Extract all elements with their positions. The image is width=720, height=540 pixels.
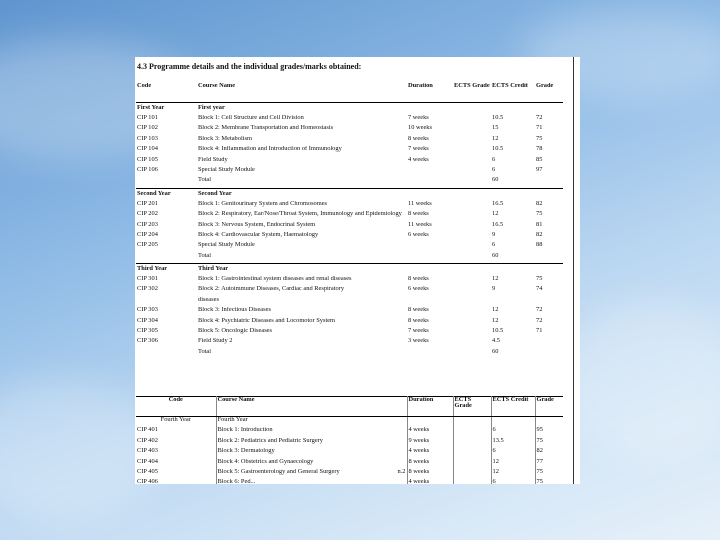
course-grade: 75: [535, 479, 563, 484]
ects-credit: 12: [491, 469, 535, 479]
course-duration: [407, 297, 453, 307]
course-duration: 8 weeks: [408, 135, 429, 142]
empty-cell: [491, 417, 535, 428]
table-row: [136, 328, 563, 338]
table-body: [136, 417, 563, 485]
total-credit: 60: [492, 177, 499, 184]
page-margin-rule: [573, 57, 574, 484]
course-code: CIP 402: [137, 437, 158, 444]
ects-credit: 16.5: [492, 200, 504, 207]
course-name: Block 2: Autoimmune Diseases, Cardiac and Respiratory: [198, 286, 345, 293]
ects-grade: [453, 167, 491, 177]
empty-cell: [535, 177, 563, 188]
course-duration: 7 weeks: [408, 328, 429, 335]
empty-cell: [453, 264, 491, 277]
ects-credit: 16.5: [492, 221, 504, 228]
course-name: [216, 479, 407, 484]
course-name-text: Block 4: Obstetrics and Gynaecology: [217, 458, 314, 465]
ects-credit: 12: [492, 276, 499, 283]
ects-grade: [453, 338, 491, 348]
ects-credit: 6: [491, 448, 535, 458]
table-row: [136, 125, 563, 135]
ects-grade: [453, 146, 491, 156]
ects-credit: 6: [492, 156, 496, 163]
col-header-ects-credit: ECTS Credit: [491, 397, 535, 417]
course-name: Special Study Module: [198, 242, 255, 249]
empty-cell: [453, 417, 491, 428]
course-duration: 8 weeks: [408, 276, 429, 283]
ects-grade: [453, 459, 491, 469]
course-code: CIP 301: [137, 276, 158, 283]
course-name: diseases: [198, 296, 219, 303]
course-code: CIP 304: [137, 317, 158, 324]
ects-grade: [453, 125, 491, 135]
total-row: [136, 177, 563, 188]
ects-credit: 12: [492, 211, 499, 218]
ects-grade: [453, 286, 491, 296]
course-name: Block 4: Cardiovascular System, Haematology: [198, 231, 319, 238]
table-body: [136, 103, 563, 360]
course-name: Block 1: Genitourinary System and Chromosomes: [198, 200, 328, 207]
ects-grade: [453, 115, 491, 125]
empty-cell: [535, 417, 563, 428]
course-grade: 95: [535, 427, 563, 437]
course-name: Block 4: Psychiatric Diseases and Locomotor System: [198, 317, 336, 324]
empty-cell: [407, 177, 453, 188]
course-grade: 75: [536, 276, 543, 283]
course-name: Field Study 2: [198, 338, 233, 345]
table-row: [136, 146, 563, 156]
course-code: CIP 201: [137, 200, 158, 207]
course-grade: 97: [536, 166, 543, 173]
year-course-label: Fourth Year: [216, 417, 407, 428]
empty-cell: [491, 103, 535, 116]
course-duration: 8 weeks: [408, 307, 429, 314]
course-code: CIP 305: [137, 328, 158, 335]
empty-cell: [136, 349, 197, 359]
ects-grade: [453, 448, 491, 458]
ects-credit: 10.5: [492, 115, 504, 121]
empty-cell: [535, 253, 563, 264]
table-row: [136, 242, 563, 252]
course-grade: 75: [536, 135, 543, 142]
table-row: [136, 448, 563, 458]
course-code: CIP 302: [137, 286, 158, 293]
table-row: [136, 201, 563, 211]
table-row: [136, 222, 563, 232]
ects-credit: 10.5: [492, 146, 504, 153]
course-code: CIP 101: [137, 115, 158, 121]
table-row: [136, 157, 563, 167]
ects-grade: [453, 438, 491, 448]
grades-table-years-1-3: [136, 83, 563, 359]
ects-credit: 6: [491, 479, 535, 484]
course-code: CIP 102: [137, 125, 158, 132]
year-label: Third Year: [136, 264, 197, 277]
empty-cell: [491, 188, 535, 201]
section-heading: 4.3 Programme details and the individual grades/marks obtained:: [137, 62, 362, 71]
ects-credit: 12: [491, 459, 535, 469]
course-name: [216, 469, 407, 479]
table-row: [136, 338, 563, 348]
course-name: [216, 427, 407, 437]
total-row: [136, 253, 563, 264]
empty-cell: [491, 264, 535, 277]
course-name: Block 3: Nervous System, Endocrinal System: [198, 221, 316, 228]
table-row: [136, 297, 563, 307]
col-header-duration: Duration: [407, 83, 453, 103]
ects-credit: 6: [492, 242, 496, 249]
course-grade: 72: [536, 317, 543, 324]
course-grade: [535, 297, 563, 307]
col-header-ects-grade: ECTS Grade: [453, 83, 491, 103]
ects-grade: [453, 328, 491, 338]
course-name-text: Block 3: Dermatology: [217, 448, 275, 455]
course-grade: 88: [536, 242, 543, 249]
ects-credit: 6: [491, 427, 535, 437]
course-code: CIP 401: [137, 427, 158, 434]
course-grade: 71: [536, 328, 543, 335]
course-name: Block 3: Infectious Diseases: [198, 307, 271, 314]
ects-credit: 12: [492, 135, 499, 142]
col-header-code: Code: [136, 83, 197, 103]
year-label: First Year: [136, 103, 197, 116]
course-name: Block 1: Gastrointestinal system diseases and renal diseases: [198, 276, 352, 283]
year-header-row: [136, 103, 563, 116]
ects-credit: 4.5: [492, 338, 500, 345]
col-header-ects-credit: ECTS Credit: [491, 83, 535, 103]
course-name-text: Block 1: Introduction: [217, 427, 273, 434]
course-grade: 72: [536, 115, 543, 121]
course-code: CIP 106: [137, 166, 158, 173]
ects-credit: 12: [492, 317, 499, 324]
empty-cell: [535, 188, 563, 201]
course-code: CIP 103: [137, 135, 158, 142]
year-header-row: [136, 417, 563, 428]
course-grade: 85: [536, 156, 543, 163]
empty-cell: [407, 417, 453, 428]
course-duration: 9 weeks: [407, 438, 453, 448]
course-code: CIP 404: [137, 458, 158, 465]
total-row: [136, 349, 563, 359]
ects-grade: [453, 276, 491, 286]
course-code: CIP 403: [137, 448, 158, 455]
ects-grade: [453, 232, 491, 242]
total-label: Total: [198, 177, 212, 184]
course-name: Block 3: Metabolism: [198, 135, 252, 142]
table-row: [136, 115, 563, 125]
ects-credit: 15: [492, 125, 499, 132]
year-label: Second Year: [136, 188, 197, 201]
col-header-duration: Duration: [407, 397, 453, 417]
table-row: [136, 459, 563, 469]
table-row: [136, 286, 563, 296]
col-header-code: Code: [136, 397, 216, 417]
course-grade: [535, 338, 563, 348]
total-credit: 60: [492, 252, 499, 259]
empty-cell: [453, 349, 491, 359]
course-grade: 78: [536, 146, 543, 153]
col-header-course: Course Name: [216, 397, 407, 417]
course-code: CIP 405: [137, 468, 158, 475]
ects-credit: 10.5: [492, 328, 504, 335]
empty-cell: [136, 253, 197, 264]
course-name-text: Block 6: Ped...: [217, 479, 256, 484]
course-name: Block 5: Oncologic Diseases: [198, 328, 273, 335]
course-duration: 4 weeks: [408, 156, 429, 163]
table-row: [136, 211, 563, 221]
course-duration: 3 weeks: [408, 338, 429, 345]
course-grade: 77: [535, 459, 563, 469]
empty-cell: [407, 349, 453, 359]
empty-cell: [407, 188, 453, 201]
course-grade: 75: [535, 438, 563, 448]
ects-grade: [453, 479, 491, 484]
table-row: [136, 438, 563, 448]
empty-cell: [535, 264, 563, 277]
ects-grade: [453, 157, 491, 167]
col-header-ects-grade: ECTS Grade: [453, 397, 491, 417]
table-row: [136, 318, 563, 328]
year-course-label: Second Year: [197, 188, 407, 201]
table-row: [136, 167, 563, 177]
ects-credit: 6: [492, 166, 496, 173]
course-name: Field Study: [198, 156, 228, 163]
table-row: [136, 276, 563, 286]
empty-cell: [453, 188, 491, 201]
table-row: [136, 232, 563, 242]
course-name: [216, 438, 407, 448]
empty-cell: [407, 253, 453, 264]
course-name: Special Study Module: [198, 166, 255, 173]
document-page: [135, 57, 580, 484]
empty-cell: [453, 103, 491, 116]
ects-grade: [453, 318, 491, 328]
course-duration: 8 weeks: [407, 459, 453, 469]
year-header-row: [136, 188, 563, 201]
course-code: CIP 303: [137, 307, 158, 314]
course-note: n.2: [397, 468, 406, 475]
course-duration: [407, 242, 453, 252]
empty-cell: [453, 177, 491, 188]
empty-cell: [535, 103, 563, 116]
ects-credit: 9: [492, 286, 496, 293]
course-grade: 72: [536, 307, 543, 314]
ects-grade: [453, 427, 491, 437]
year-header-row: [136, 264, 563, 277]
course-duration: 4 weeks: [407, 427, 453, 437]
course-duration: 7 weeks: [408, 146, 429, 153]
course-code: CIP 204: [137, 231, 158, 238]
ects-grade: [453, 136, 491, 146]
course-grade: 75: [536, 211, 543, 218]
ects-credit: [491, 297, 535, 307]
year-course-label: Third Year: [197, 264, 407, 277]
course-grade: 82: [536, 231, 543, 238]
empty-cell: [453, 253, 491, 264]
ects-credit: 9: [492, 231, 496, 238]
course-duration: 6 weeks: [408, 286, 429, 293]
course-duration: 8 weeks: [408, 317, 429, 324]
course-code: CIP 406: [137, 479, 158, 484]
col-header-course: Course Name: [197, 83, 407, 103]
table-row: [136, 427, 563, 437]
ects-grade: [453, 307, 491, 317]
total-label: Total: [198, 252, 212, 259]
table-header-row: [136, 397, 563, 417]
course-name-text: Block 5: Gastroenterology and General Surgery: [217, 468, 340, 475]
course-code: CIP 202: [137, 211, 158, 218]
course-duration: [407, 167, 453, 177]
ects-grade: [453, 242, 491, 252]
course-code: CIP 205: [137, 242, 158, 249]
ects-grade: [453, 469, 491, 479]
course-name: Block 2: Respiratory, Ear/Nose/Throat System, Immunology and Epidemiology: [198, 211, 402, 218]
table-row: [136, 469, 563, 479]
course-duration: 11 weeks: [408, 200, 432, 207]
ects-grade: [453, 222, 491, 232]
total-label: Total: [198, 348, 212, 355]
col-header-grade: Grade: [535, 397, 563, 417]
ects-credit: 13.5: [491, 438, 535, 448]
table-row: [136, 136, 563, 146]
year-label: Fourth Year: [160, 416, 191, 423]
course-code: CIP 203: [137, 221, 158, 228]
course-name-text: Block 2: Pediatrics and Pediatric Surgery: [217, 437, 323, 444]
total-credit: 60: [492, 348, 499, 355]
course-grade: 81: [536, 221, 543, 228]
course-grade: 82: [536, 200, 543, 207]
year-course-label: First year: [197, 103, 407, 116]
empty-cell: [407, 103, 453, 116]
course-code: [136, 297, 197, 307]
course-duration: 6 weeks: [408, 231, 429, 238]
course-duration: 8 weeks: [407, 469, 453, 479]
empty-cell: [535, 349, 563, 359]
course-grade: 82: [535, 448, 563, 458]
ects-grade: [453, 211, 491, 221]
table-row: [136, 479, 563, 484]
empty-cell: [136, 177, 197, 188]
course-name: Block 2: Membrane Transportation and Homeostasis: [198, 125, 334, 132]
empty-cell: [407, 264, 453, 277]
course-duration: 8 weeks: [408, 211, 429, 218]
course-name: [216, 448, 407, 458]
ects-grade: [453, 297, 491, 307]
ects-credit: 12: [492, 307, 499, 314]
course-duration: 10 weeks: [408, 125, 432, 132]
course-grade: 74: [536, 286, 543, 293]
col-header-grade: Grade: [535, 83, 563, 103]
course-duration: 4 weeks: [407, 448, 453, 458]
grades-table-year-4: [136, 396, 563, 484]
table-row: [136, 307, 563, 317]
course-duration: 7 weeks: [408, 115, 429, 121]
course-duration: 11 weeks: [408, 221, 432, 228]
ects-grade: [453, 201, 491, 211]
course-code: CIP 104: [137, 146, 158, 153]
course-grade: 75: [535, 469, 563, 479]
course-grade: 71: [536, 125, 543, 132]
course-code: CIP 306: [137, 338, 158, 345]
course-name: Block 1: Cell Structure and Cell Division: [198, 115, 304, 121]
course-name: Block 4: Inflammation and Introduction of Immunology: [198, 146, 342, 153]
course-duration: 4 weeks: [407, 479, 453, 484]
course-code: CIP 105: [137, 156, 158, 163]
table-header-row: [136, 83, 563, 103]
course-name: [216, 459, 407, 469]
